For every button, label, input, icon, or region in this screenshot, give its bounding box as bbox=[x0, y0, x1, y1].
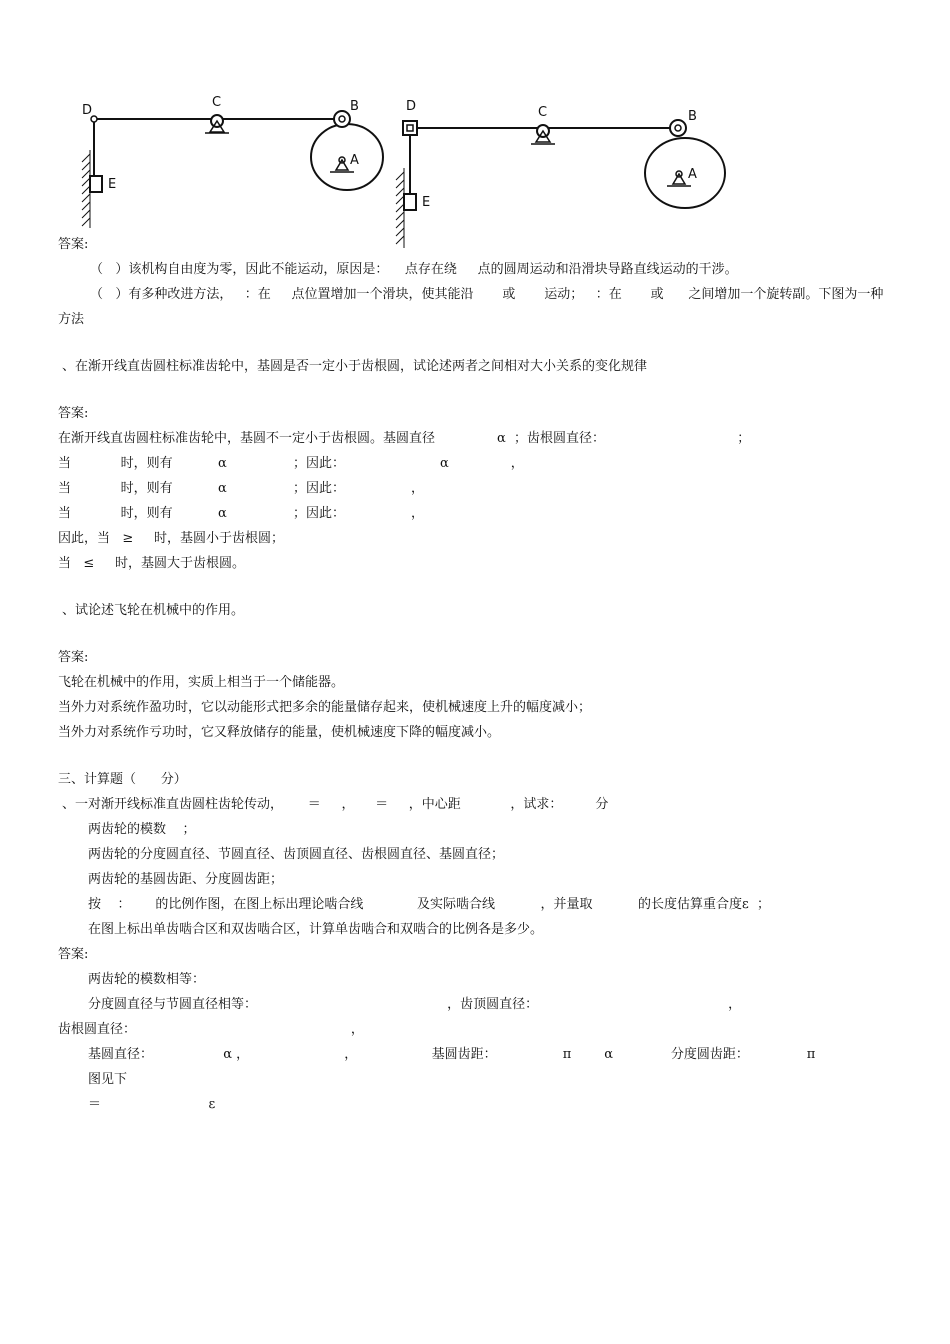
answer-line: 齿根圆直径： ， bbox=[58, 1022, 364, 1037]
answer-line: ＝ ε bbox=[88, 1097, 216, 1112]
label-b: B bbox=[688, 109, 697, 124]
question-heading: 、一对渐开线标准直齿圆柱齿轮传动， ＝ ， ＝ ，中心距 ，试求： 分 bbox=[62, 797, 609, 812]
mechanism-figure-right bbox=[380, 88, 740, 258]
section-heading: 三、计算题（ 分） bbox=[58, 772, 187, 787]
slider-e bbox=[404, 194, 416, 210]
pivot-support-c bbox=[205, 115, 229, 133]
label-c: C bbox=[538, 105, 548, 120]
answer-label: 答案: bbox=[58, 947, 89, 962]
answer-line: 在渐开线直齿圆柱标准齿轮中，基圆不一定小于齿根圆。基圆直径 α ；齿根圆直径： ； bbox=[58, 431, 751, 446]
question-item: 两齿轮的分度圆直径、节圆直径、齿顶圆直径、齿根圆直径、基圆直径； bbox=[88, 847, 505, 862]
answer-line: 当 时，则有 α ；因此： α ， bbox=[58, 456, 524, 471]
question-item: 在图上标出单齿啮合区和双齿啮合区，计算单齿啮合和双啮合的比例各是多少。 bbox=[88, 922, 544, 937]
label-d: D bbox=[406, 99, 417, 114]
question-item: 按 ： 的比例作图，在图上标出理论啮合线 及实际啮合线 ，并量取 的长度估算重合度ε ； bbox=[88, 897, 770, 912]
answer-line: 因此，当 ≥ 时，基圆小于齿根圆； bbox=[58, 531, 284, 546]
roller-b bbox=[670, 120, 686, 136]
mechanism-figure-left bbox=[62, 88, 402, 238]
answer-line: 当 时，则有 α ；因此： ， bbox=[58, 506, 425, 521]
answer-label: 答案: bbox=[58, 406, 89, 421]
answer-line: 方法 bbox=[58, 312, 85, 327]
answer-line: （ ）该机构自由度为零，因此不能运动，原因是： 点存在绕 点的圆周运动和沿滑块导路直线运动的干涉。 bbox=[90, 262, 738, 277]
ground-wall-right bbox=[396, 168, 404, 248]
label-d: D bbox=[82, 103, 93, 118]
roller-b bbox=[334, 111, 350, 127]
answer-line: （ ）有多种改进方法， ：在 点位置增加一个滑块，使其能沿 或 运动； ：在 或 之间增加一个旋转副。下图为一种 bbox=[90, 287, 884, 302]
label-e: E bbox=[108, 177, 117, 192]
answer-line: 当外力对系统作亏功时，它又释放储存的能量，使机械速度下降的幅度减小。 bbox=[58, 725, 501, 740]
answer-line: 分度圆直径与节圆直径相等： ，齿顶圆直径： ， bbox=[88, 997, 742, 1012]
label-b: B bbox=[350, 99, 359, 114]
ground-wall-left bbox=[82, 150, 90, 228]
label-a: A bbox=[350, 153, 359, 168]
label-c: C bbox=[212, 95, 222, 110]
cam-a bbox=[645, 138, 725, 208]
question-heading: 、在渐开线直齿圆柱标准齿轮中，基圆是否一定小于齿根圆，试论述两者之间相对大小关系的变化规律 bbox=[62, 359, 648, 374]
slider-e bbox=[90, 176, 102, 192]
question-heading: 、试论述飞轮在机械中的作用。 bbox=[62, 603, 245, 618]
answer-line: 当 ≤ 时，基圆大于齿根圆。 bbox=[58, 556, 245, 571]
answer-label: 答案: bbox=[58, 237, 89, 252]
label-e: E bbox=[422, 195, 431, 210]
answer-line: 飞轮在机械中的作用，实质上相当于一个储能器。 bbox=[58, 675, 345, 690]
label-a: A bbox=[688, 167, 697, 182]
question-item: 两齿轮的模数 ； bbox=[88, 822, 196, 837]
question-item: 两齿轮的基圆齿距、分度圆齿距； bbox=[88, 872, 284, 887]
answer-label: 答案: bbox=[58, 650, 89, 665]
cam-a bbox=[311, 124, 383, 190]
answer-line: 当外力对系统作盈功时，它以动能形式把多余的能量储存起来，使机械速度上升的幅度减小； bbox=[58, 700, 592, 715]
answer-line: 两齿轮的模数相等： bbox=[88, 972, 206, 987]
answer-line: 图见下 bbox=[88, 1072, 128, 1087]
answer-line: 当 时，则有 α ；因此： ， bbox=[58, 481, 425, 496]
answer-line: 基圆直径： α ， ， 基圆齿距： π α 分度圆齿距： π bbox=[88, 1047, 816, 1062]
